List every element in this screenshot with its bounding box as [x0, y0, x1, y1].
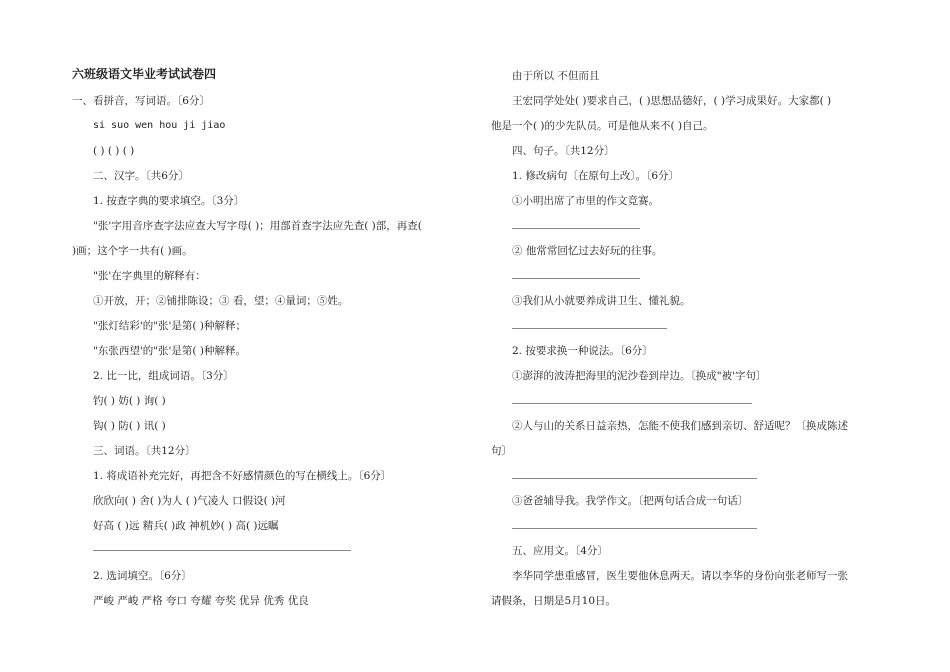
section-3-question-2: 2. 选词填空。〔6分〕 — [93, 570, 192, 582]
section-5-text: 李华同学患重感冒，医生要他休息两天。请以李华的身份向张老师写一张 — [512, 570, 848, 582]
sentence-rewrite-c: ③爸爸辅导我。我学作文。〔把两句话合成一句话〕 — [512, 495, 749, 507]
sentence-a: ①小明出席了市里的作文竞赛。 — [512, 195, 659, 207]
question-text: )画；这个字一共有( )画。 — [72, 245, 193, 257]
sentence-b: ② 他常常回忆过去好玩的往事。 — [512, 245, 663, 257]
section-4-heading: 四、句子。〔共12分〕 — [512, 145, 615, 157]
right-column — [475, 0, 950, 672]
section-3-heading: 三、词语。〔共12分〕 — [93, 445, 196, 457]
answer-line — [512, 328, 667, 329]
question-text: 好高 ( )远 精兵( )政 神机妙( ) 高( )远瞩 — [93, 520, 279, 532]
question-text: "张灯结彩'的"张'是第( )种解释； — [93, 320, 246, 332]
question-text: 王宏同学处处( )要求自己，( )思想品德好，( )学习成果好。大家都( ) — [512, 95, 832, 107]
exam-title: 六班级语文毕业考试试卷四 — [72, 67, 217, 81]
answer-line — [512, 478, 757, 479]
question-text: 钩( ) 防( ) 讯( ) — [93, 420, 166, 432]
question-text: "张'在字典里的解释有： — [93, 270, 206, 282]
question-text: "东张西望'的"张'是第( )种解释。 — [93, 345, 246, 357]
question-text: "张'字用音序查字法应查大写字母( )；用部首查字法应先查( )部，再查( — [93, 220, 422, 232]
section-5-text: 请假条，日期是5月10日。 — [491, 595, 617, 607]
section-1-heading: 一、看拼音，写词语。〔6分〕 — [72, 95, 210, 107]
section-2-question-2: 2. 比一比，组成词语。〔3分〕 — [93, 370, 234, 382]
section-2-heading: 二、汉字。〔共6分〕 — [93, 170, 189, 182]
question-text: 欣欣向( ) 舍( )为人 ( )气凌人 口假设( )河 — [93, 495, 286, 507]
section-2-question-1: 1. 按查字典的要求填空。〔3分〕 — [93, 195, 245, 207]
word-choices: 严峻 严峻 严格 夸口 夸耀 夸奖 优异 优秀 优良 — [93, 595, 309, 607]
section-4-question-2: 2. 按要求换一种说法。〔6分〕 — [512, 345, 653, 357]
question-text: 钓( ) 妨( ) 询( ) — [93, 395, 166, 407]
answer-line — [512, 528, 757, 529]
sentence-rewrite-b-cont: 句〕 — [491, 445, 512, 457]
question-text: 他是一个( )的少先队员。可是他从来不( )自己。 — [491, 120, 714, 132]
sentence-rewrite-b: ②人与山的关系日益亲热，怎能不使我们感到亲切、舒适呢？〔换成陈述 — [512, 420, 848, 432]
section-5-heading: 五、应用文。〔4分〕 — [512, 545, 608, 557]
section-4-question-1: 1. 修改病句〔在原句上改〕。〔6分〕 — [512, 170, 680, 182]
pinyin-line: si suo wen hou ji jiao — [93, 120, 226, 131]
sentence-rewrite-a: ①澎湃的波涛把海里的泥沙卷到岸边。〔换成"被'字句〕 — [512, 370, 767, 382]
connective-words: 由于所以 不但而且 — [512, 70, 600, 82]
answer-line — [512, 228, 640, 229]
answer-line — [93, 550, 351, 551]
section-3-question-1: 1. 将成语补充完好，再把含不好感情颜色的写在横线上。〔6分〕 — [93, 470, 392, 482]
answer-line — [512, 403, 752, 404]
pinyin-blanks: ( ) ( ) ( ) — [93, 145, 135, 157]
answer-line — [512, 278, 640, 279]
question-text: ①开放，开；②铺排陈设；③ 看，望；④量词；⑤姓。 — [93, 295, 349, 307]
sentence-c: ③我们从小就要养成讲卫生、懂礼貌。 — [512, 295, 691, 307]
